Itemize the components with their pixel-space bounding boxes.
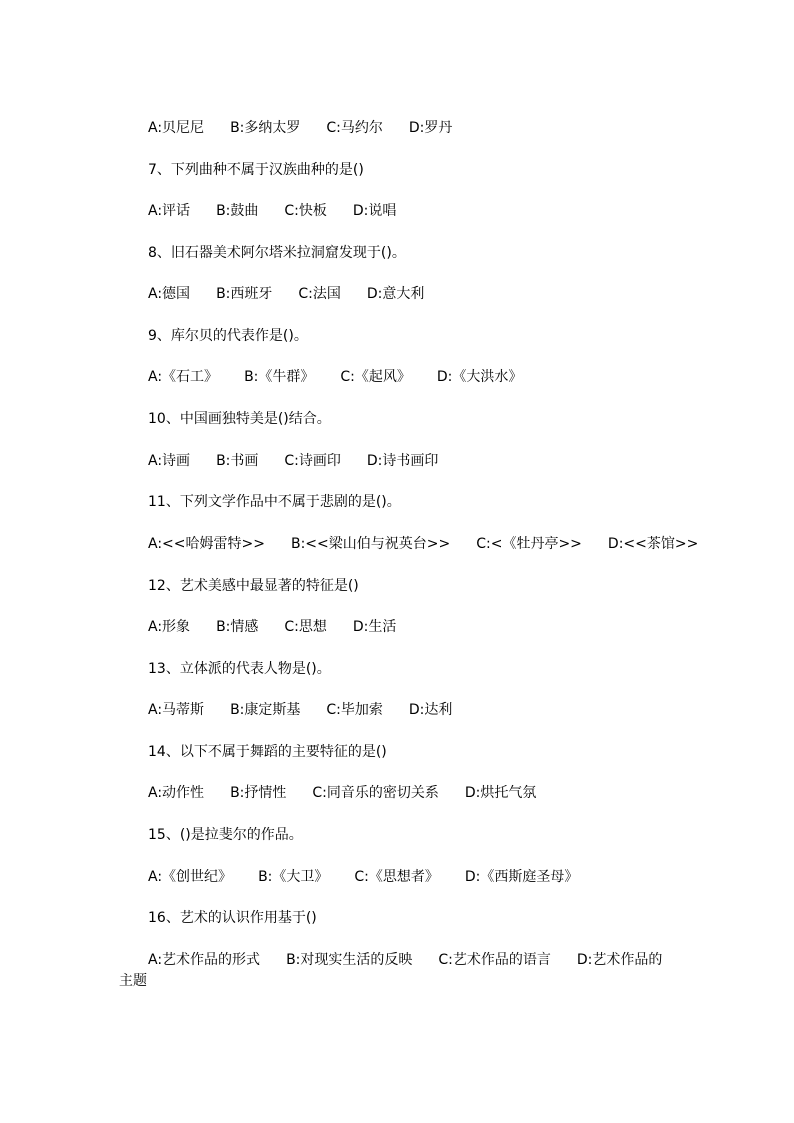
option: A:《创世纪》	[148, 869, 233, 885]
option: C:《思想者》	[354, 869, 439, 885]
option: C:马约尔	[326, 120, 383, 136]
option: D:<<茶馆>>	[607, 536, 699, 552]
option: A:贝尼尼	[148, 120, 205, 136]
option: C:快板	[284, 203, 327, 219]
options-line	[148, 868, 578, 886]
option: B:多纳太罗	[230, 120, 301, 136]
option: A:<<哈姆雷特>>	[148, 536, 265, 552]
option: C:同音乐的密切关系	[312, 785, 439, 801]
option: B:对现实生活的反映	[286, 952, 413, 968]
option: D:说唱	[352, 203, 397, 219]
option: D:《大洪水》	[436, 369, 523, 385]
option: C:<《牡丹亭>>	[476, 536, 582, 552]
options-line	[148, 618, 396, 636]
option: A:动作性	[148, 785, 205, 801]
option: D:生活	[352, 619, 397, 635]
options-line	[148, 202, 396, 220]
option: C:法国	[298, 286, 341, 302]
question-line: 8、旧石器美术阿尔塔米拉洞窟发现于()。	[148, 245, 406, 261]
question-line: 16、艺术的认识作用基于()	[148, 910, 317, 926]
options-line	[148, 535, 698, 553]
option: A:《石工》	[148, 369, 219, 385]
option: C:诗画印	[284, 453, 341, 469]
option: D:罗丹	[408, 120, 453, 136]
option: B:康定斯基	[230, 702, 301, 718]
option: A:形象	[148, 619, 191, 635]
options-line	[148, 951, 662, 969]
option: B:《大卫》	[258, 869, 329, 885]
question-line: 9、库尔贝的代表作是()。	[148, 328, 308, 344]
options-line	[148, 701, 452, 719]
option: A:诗画	[148, 453, 191, 469]
option: B:<<梁山伯与祝英台>>	[290, 536, 451, 552]
option: D:《西斯庭圣母》	[464, 869, 579, 885]
options-line	[148, 452, 438, 470]
option: B:情感	[216, 619, 259, 635]
option: A:艺术作品的形式	[148, 952, 261, 968]
option: C:艺术作品的语言	[438, 952, 551, 968]
question-line: 11、下列文学作品中不属于悲剧的是()。	[148, 494, 401, 510]
question-line: 15、()是拉斐尔的作品。	[148, 827, 303, 843]
question-line: 14、以下不属于舞蹈的主要特征的是()	[148, 744, 387, 760]
option-wrap-continuation: 主题	[119, 973, 147, 989]
option: C:毕加索	[326, 702, 383, 718]
question-line: 12、艺术美感中最显著的特征是()	[148, 578, 359, 594]
option: D:艺术作品的	[576, 952, 663, 968]
option: D:诗书画印	[366, 453, 439, 469]
options-line	[148, 368, 522, 386]
option: C:思想	[284, 619, 327, 635]
option: B:书画	[216, 453, 259, 469]
option: C:《起风》	[340, 369, 411, 385]
option: A:马蒂斯	[148, 702, 205, 718]
question-line: 10、中国画独特美是()结合。	[148, 411, 331, 427]
option: D:达利	[408, 702, 453, 718]
option: A:评话	[148, 203, 191, 219]
options-line	[148, 285, 424, 303]
option: B:西班牙	[216, 286, 273, 302]
option: D:烘托气氛	[464, 785, 537, 801]
question-line: 13、立体派的代表人物是()。	[148, 661, 331, 677]
option: B:鼓曲	[216, 203, 259, 219]
options-line	[148, 784, 536, 802]
options-line	[148, 119, 452, 137]
option: D:意大利	[366, 286, 425, 302]
question-line: 7、下列曲种不属于汉族曲种的是()	[148, 162, 364, 178]
option: A:德国	[148, 286, 191, 302]
option: B:抒情性	[230, 785, 287, 801]
option: B:《牛群》	[244, 369, 315, 385]
